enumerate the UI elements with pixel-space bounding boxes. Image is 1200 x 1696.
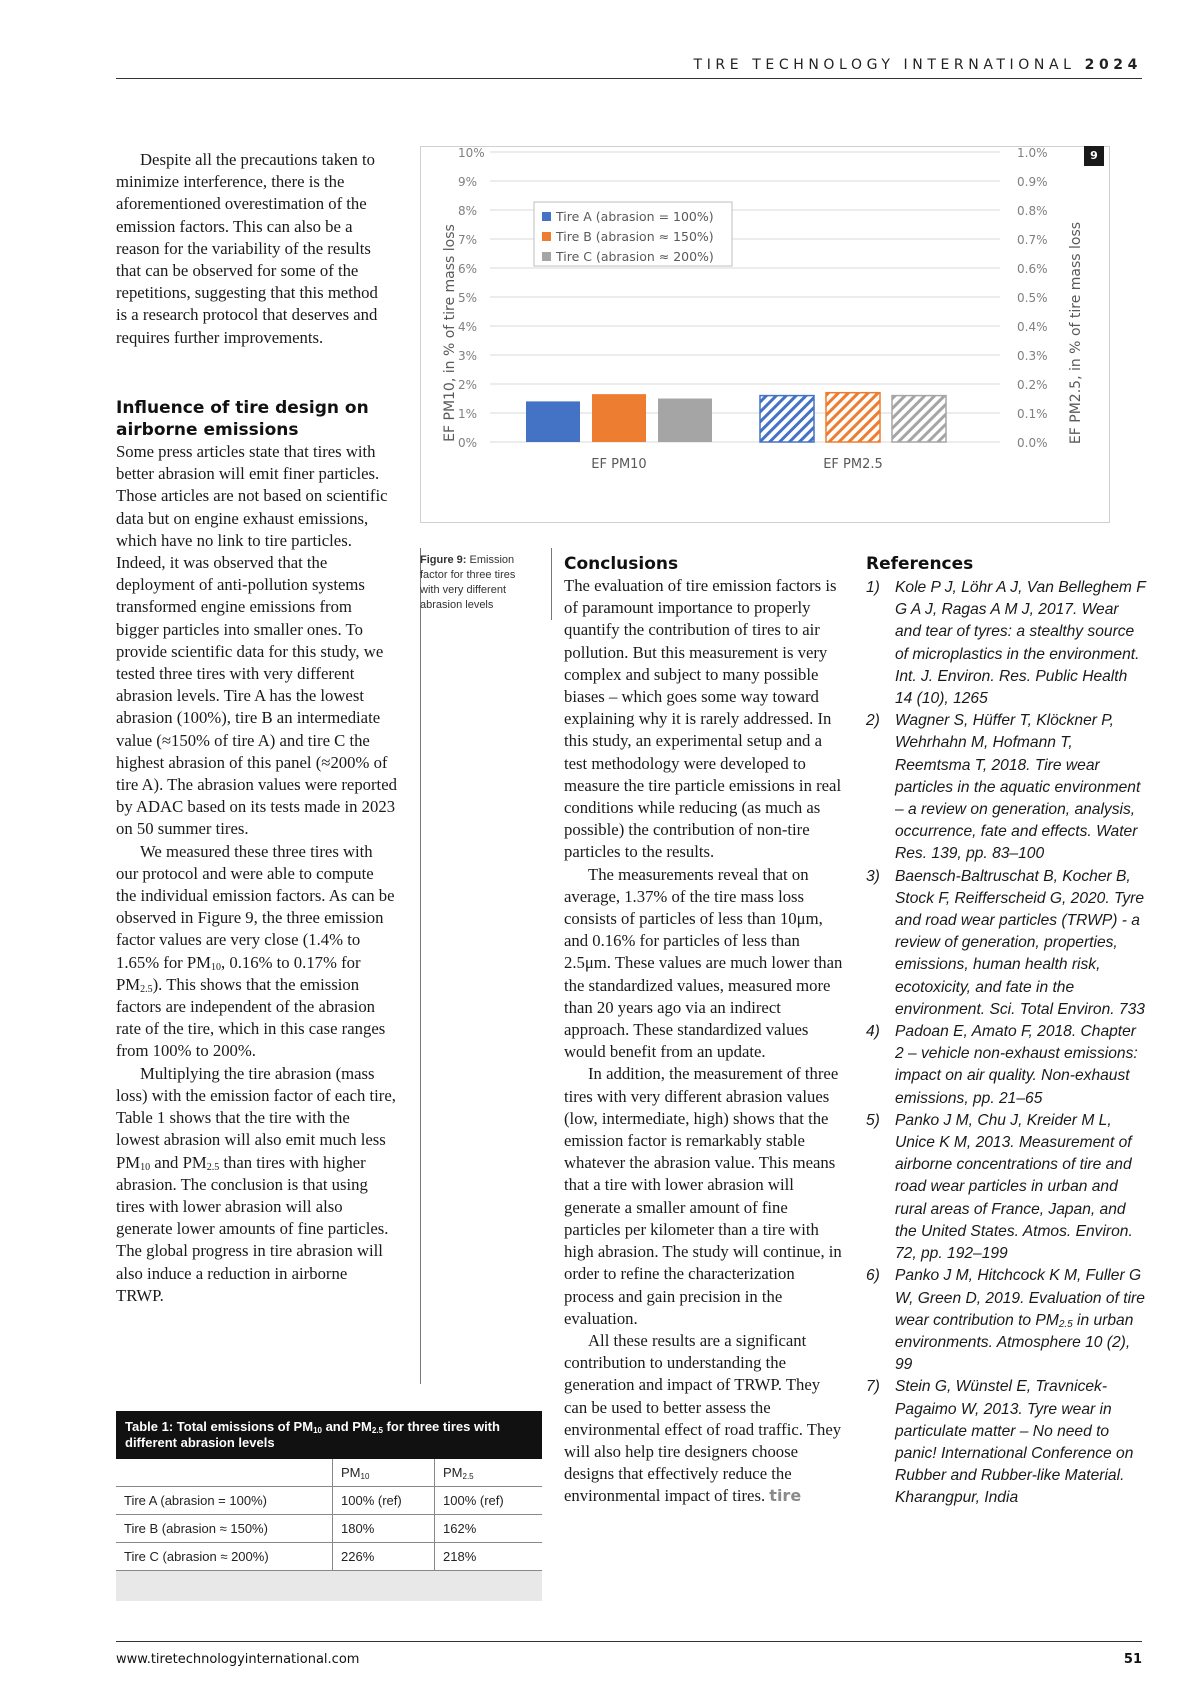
- conclusions-body: [564, 575, 846, 1508]
- table-row: [116, 1487, 542, 1515]
- publication-name: TIRE TECHNOLOGY INTERNATIONAL: [693, 57, 1076, 73]
- footer-rule: [116, 1641, 1142, 1642]
- table-cell-pm10: 100% (ref): [333, 1487, 435, 1515]
- masthead: [694, 57, 1142, 73]
- y2-tick-label: 0.4%: [1017, 320, 1048, 334]
- category-label: EF PM2.5: [823, 457, 883, 472]
- conclusions-paragraph-1: The evaluation of tire emission factors is of paramount importance to properly quantify the contribution of tires to air pollution. But this measurement is very complex and subject to many possible biases – which goes some way toward explaining why it is rarely addressed. In this study, an experimental setup and a test methodology were developed to measure the tire particle emissions in real conditions while reducing (as much as possible) the contribution of non-tire particles to the results.: [564, 576, 842, 862]
- figure-caption: [420, 553, 520, 613]
- table-cell-pm25: 100% (ref): [435, 1487, 543, 1515]
- column1-body: [116, 441, 397, 1307]
- emission-factor-chart: [420, 146, 1110, 530]
- table-row: [116, 1515, 542, 1543]
- section-heading-tire-design: Influence of tire design on airborne emissions: [116, 398, 369, 440]
- table-header-pm25: $PM_{2.5}$: [435, 1459, 543, 1487]
- bar-pm10-tire-c: [658, 399, 712, 443]
- y-tick-label: 3%: [458, 349, 478, 363]
- y-tick-label: 1%: [458, 407, 478, 421]
- y-tick-label: 6%: [458, 262, 478, 276]
- table-cell-pm25: 162%: [435, 1515, 543, 1543]
- bar-pm25-tire-b: [826, 393, 880, 442]
- footer-website-link[interactable]: www.tiretechnologyinternational.com: [116, 1652, 360, 1667]
- chart-frame: [421, 147, 1110, 523]
- legend-swatch: [542, 212, 551, 221]
- header-rule: [116, 78, 1142, 79]
- y-tick-label: 8%: [458, 204, 478, 218]
- bar-pm10-tire-b: [592, 394, 646, 442]
- emissions-table: [116, 1459, 542, 1571]
- table-1: [116, 1411, 542, 1601]
- table-cell-pm25: 218%: [435, 1543, 543, 1571]
- publication-year: 2024: [1084, 57, 1142, 73]
- bar-pm25-tire-c: [892, 396, 946, 442]
- y2-tick-label: 1.0%: [1017, 146, 1048, 160]
- y-tick-label: 5%: [458, 291, 478, 305]
- legend-entry: Tire C (abrasion ≈ 200%): [556, 249, 714, 264]
- legend-swatch: [542, 252, 551, 261]
- figure-number-badge: 9: [1084, 146, 1104, 166]
- conclusions-heading: Conclusions: [564, 554, 679, 574]
- table-title: Table 1: Total emissions of $PM_{10}$ and $PM_{2.5}$ for three tires with different abrasion levels: [116, 1411, 542, 1459]
- y2-tick-label: 0.8%: [1017, 204, 1048, 218]
- figure-caption-label: Figure 9:: [420, 554, 467, 566]
- references-heading: References: [866, 554, 974, 574]
- paragraph-multiplying: Multiplying the tire abrasion (mass loss) with the emission factor of each tire, Table 1 shows that the tire with the lowest abrasion will also emit much less $PM_{10}$ and $PM_{2.5}$ than tires with higher abrasion. The conclusion is that using tires with lower abrasion will also generate lower amounts of fine particles. The global progress in tire abrasion will also induce a reduction in airborne TRWP.: [116, 1063, 396, 1305]
- y-tick-label: 7%: [458, 233, 478, 247]
- category-label: EF PM10: [591, 457, 647, 472]
- paragraph-measurement-results: We measured these three tires with our protocol and were able to compute the individual emission factors. As can be observed in Figure 9, the three emission factor values are very close (1.4% to 1.65% for $PM_{10}$, 0.16% to 0.17% for $PM_{2.5}$). This shows that the emission factors are independent of the abrasion rate of the tire, which in this case ranges from 100% to 200%.: [116, 841, 395, 1061]
- column-separator: [551, 548, 552, 620]
- y2-tick-label: 0.7%: [1017, 233, 1048, 247]
- conclusions-paragraph-3: In addition, the measurement of three tires with very different abrasion values (low, intermediate, high) shows that the emission factor is remarkably stable whatever the abrasion value. This means that a tire with lower abrasion will generate a smaller amount of fine particles per kilometer than a tire with high abrasion. The study will continue, in order to refine the characterization process and gain precision in the evaluation.: [564, 1064, 842, 1328]
- y2-tick-label: 0.2%: [1017, 378, 1048, 392]
- table-cell-label: Tire B (abrasion ≈ 150%): [116, 1515, 333, 1543]
- conclusions-paragraph-2: The measurements reveal that on average, 1.37% of the tire mass loss consists of particles of less than 10μm, and 0.16% for particles of less than 2.5μm. These values are much lower than the standardized values, measured more than 20 years ago via an indirect approach. These standardized values would benefit from an update.: [564, 864, 843, 1062]
- reference-item: 1) Kole P J, Löhr A J, Van Belleghem F G A J, Ragas A M J, 2017. Wear and tear of tyres: a stealthy source of microplastics in the environment. Int. J. Environ. Res. Public Health 14 (10), 1265: [866, 579, 1146, 708]
- intro-paragraph: Despite all the precautions taken to minimize interference, there is the aforementioned overestimation of the emission factors. This can also be a reason for the variability of the results that can be observed for some of the repetitions, suggesting that this method is a research protocol that deserves and requires further improvements.: [116, 150, 378, 347]
- bar-pm10-tire-a: [526, 401, 580, 442]
- y2-tick-label: 0.1%: [1017, 407, 1048, 421]
- table-cell-pm10: 226%: [333, 1543, 435, 1571]
- y2-axis-label: EF PM2.5, in % of tire mass loss: [1068, 221, 1084, 445]
- conclusions-paragraph-4: All these results are a significant contribution to understanding the generation and impact of TRWP. They can be used to better assess the environmental effect of road traffic. They will also help tire designers choose designs that effectively reduce the environmental impact of tires. tire: [564, 1330, 842, 1506]
- intro-text-block: [116, 149, 389, 349]
- caption-separator: [420, 548, 421, 1384]
- y-axis-label: EF PM10, in % of tire mass loss: [442, 224, 458, 442]
- end-mark: tire: [769, 1486, 802, 1506]
- table-row: [116, 1543, 542, 1571]
- table-cell-pm10: 180%: [333, 1515, 435, 1543]
- table-header-row: [116, 1459, 542, 1487]
- y2-tick-label: 0.6%: [1017, 262, 1048, 276]
- reference-item: 4) Padoan E, Amato F, 2018. Chapter 2 – vehicle non-exhaust emissions: impact on air quality. Non-exhaust emissions, pp. 21–65: [866, 1023, 1138, 1107]
- y-tick-label: 4%: [458, 320, 478, 334]
- table-cell-label: Tire C (abrasion ≈ 200%): [116, 1543, 333, 1571]
- y2-tick-label: 0.9%: [1017, 175, 1048, 189]
- references-list: [866, 577, 1146, 1510]
- table-header-empty: [116, 1459, 333, 1487]
- table-header-pm10: $PM_{10}$: [333, 1459, 435, 1487]
- legend-entry: Tire B (abrasion ≈ 150%): [556, 229, 714, 244]
- y-tick-label: 10%: [458, 146, 485, 160]
- reference-item: 2) Wagner S, Hüffer T, Klöckner P, Wehrhahn M, Hofmann T, Reemtsma T, 2018. Tire wear particles in the aquatic environment – a review on generation, analysis, occurrence, fate and effects. Water Res. 139, pp. 83–100: [866, 712, 1141, 863]
- y2-tick-label: 0.5%: [1017, 291, 1048, 305]
- y-tick-label: 9%: [458, 175, 478, 189]
- figure-caption-text: Emission factor for three tires with very different abrasion levels: [420, 554, 516, 611]
- reference-item: 5) Panko J M, Chu J, Kreider M L, Unice K M, 2013. Measurement of airborne concentrations of tire and road wear particles in urban and rural areas of France, Japan, and the United States. Atmos. Environ. 72, pp. 192–199: [866, 1111, 1133, 1263]
- paragraph-tire-design: Some press articles state that tires with better abrasion will emit finer particles. Those articles are not based on scientific data but on engine exhaust emissions, which have no link to tire particles. Indeed, it was observed that the deployment of anti-pollution systems transformed engine emissions from bigger particles into smaller ones. To provide scientific data for this study, we tested three tires with very different abrasion levels. Tire A has the lowest abrasion (100%), tire B an intermediate value (≈150% of tire A) and tire C the highest abrasion of this panel (≈200% of tire A). The abrasion values were reported by ADAC based on its tests made in 2023 on 50 summer tires.: [116, 442, 397, 839]
- y2-tick-label: 0.3%: [1017, 349, 1048, 363]
- y2-tick-label: 0.0%: [1017, 436, 1048, 450]
- page-number: 51: [1123, 1652, 1142, 1667]
- reference-item: 6) Panko J M, Hitchcock K M, Fuller G W, Green D, 2019. Evaluation of tire wear contribution to $PM_{2.5}$ in urban environments. Atmosphere 10 (2), 99: [866, 1267, 1145, 1374]
- legend-swatch: [542, 232, 551, 241]
- bar-pm25-tire-a: [760, 396, 814, 442]
- y-tick-label: 0%: [458, 436, 478, 450]
- legend-entry: Tire A (abrasion = 100%): [556, 209, 714, 224]
- table-cell-label: Tire A (abrasion = 100%): [116, 1487, 333, 1515]
- y-tick-label: 2%: [458, 378, 478, 392]
- reference-item: 3) Baensch-Baltruschat B, Kocher B, Stock F, Reifferscheid G, 2020. Tyre and road wear particles (TRWP) - a review of generation, properties, emissions, human health risk, ecotoxicity, and fate in the environment. Sci. Total Environ. 733: [866, 867, 1145, 1018]
- chart-legend: [534, 202, 732, 266]
- reference-item: 7) Stein G, Wünstel E, Travnicek-Pagaimo W, 2013. Tyre wear in particulate matter – No need to panic! International Conference on Rubber and Rubber-like Material. Kharangpur, India: [866, 1378, 1134, 1507]
